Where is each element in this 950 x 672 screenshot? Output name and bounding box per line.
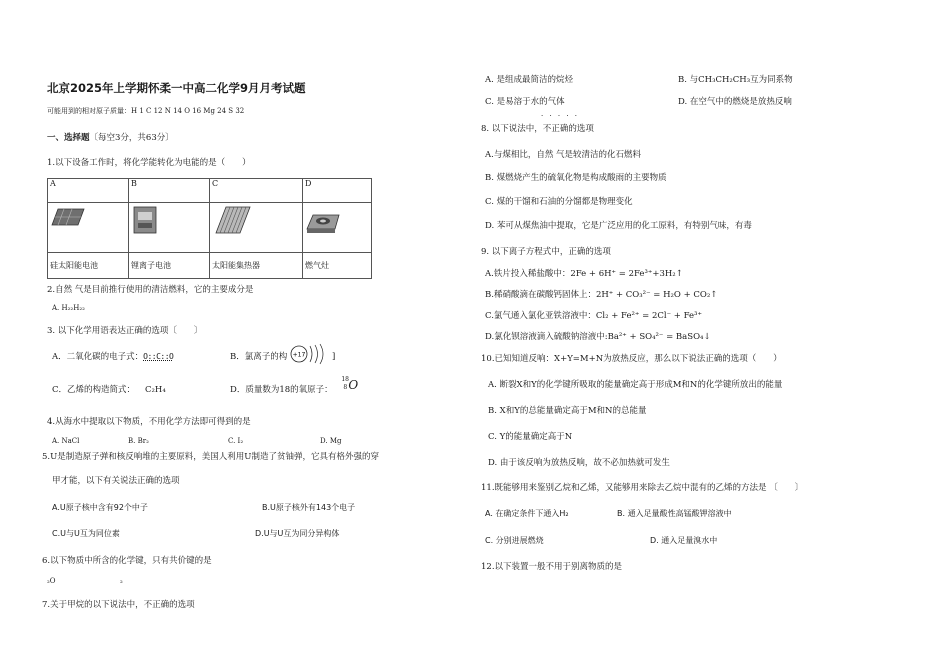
q8-option-a: A.与煤相比，自然 气是较清洁的化石燃料 (485, 150, 642, 160)
q10-stem: 10.已知知道反响：X+Y=M+N为放热反应，那么以下说法正确的选项（ ） (481, 354, 782, 364)
q3-option-d (230, 376, 359, 396)
q6-fragment-2: ₂ (120, 577, 123, 585)
q6-fragment-1: ₂O (47, 577, 56, 585)
q8-option-c: C. 煤的干馏和石油的分馏都是物理变化 (485, 197, 633, 207)
oxygen-atomic-number: 8 (343, 384, 348, 391)
q7-option-c: C. 是易溶于水的气体 (485, 97, 565, 107)
q7-option-b: B. 与CH₃CH₂CH₃互为同系物 (678, 75, 793, 85)
q7-stem: 7.关于甲烷的以下说法中，不正确的选项 (42, 600, 195, 610)
q1-stem: 1.以下设备工作时，将化学能转化为电能的是（ ） (47, 158, 251, 168)
q6-stem: 6.以下物质中所含的化学键，只有共价键的是 (42, 556, 212, 566)
solar-panel-icon (50, 205, 86, 227)
q9-option-b: B.稀硝酸滴在碳酸钙固体上：2H⁺ + CO₃²⁻ = H₂O + CO₂↑ (485, 290, 718, 300)
q1-label-d: 燃气灶 (303, 253, 372, 279)
q2-option-a: A. H₂₂H₂₂ (52, 304, 85, 312)
section-heading (47, 131, 174, 143)
q8-emphasis-dots: · · · · · (541, 112, 580, 120)
q12-stem: 12.以下装置一般不用于别离物质的是 (481, 562, 623, 572)
q10-option-c: C. Y的能量确定高于N (488, 432, 573, 442)
page-title: 北京2025年上学期怀柔一中高二化学9月月考试题 (47, 81, 306, 95)
oxygen-symbol: O (348, 378, 359, 392)
q3-stem: 3. 以下化学用语表达正确的选项〔 〕 (47, 326, 203, 336)
q1-image-d (303, 203, 372, 253)
q1-image-c (210, 203, 303, 253)
chloride-ion-structure-icon (290, 342, 332, 366)
q4-option-c: C. I₂ (228, 437, 244, 445)
q9-option-c: C.氯气通入氯化亚铁溶液中：Cl₂ + Fe²⁺ = 2Cl⁻ + Fe³⁺ (485, 311, 702, 321)
q9-option-a: A.铁片投入稀盐酸中：2Fe + 6H⁺ = 2Fe³⁺+3H₂↑ (485, 269, 683, 279)
q1-col-a-letter: A (48, 179, 129, 203)
q10-option-d: D. 由于该反响为放热反响，故不必加热就可发生 (488, 458, 670, 468)
battery-icon (131, 205, 161, 235)
q1-col-b-letter: B (129, 179, 210, 203)
q3-option-b-nucleus: +17 (292, 351, 306, 359)
q10-option-b: B. X和Y的总能量确定高于M和N的总能量 (488, 406, 647, 416)
q5-stem-line2: 甲才能，以下有关说法正确的选项 (52, 476, 180, 486)
q3-option-a-text: A．二氧化碳的电子式： (52, 352, 144, 362)
atomic-masses: 可能用到的相对原子质量：H 1 C 12 N 14 O 16 Mg 24 S 32 (47, 107, 245, 115)
section-note: 〔每空3分，共63分〕 (89, 133, 174, 143)
q9-stem: 9. 以下离子方程式中，正确的选项 (481, 247, 611, 257)
q4-option-a: A. NaCl (52, 437, 80, 445)
q1-image-b (129, 203, 210, 253)
q5-option-b: B.U原子核外有143个电子 (262, 503, 356, 512)
q5-option-d: D.U与U互为同分异构体 (255, 529, 340, 538)
q4-option-b: B. Br₂ (128, 437, 149, 445)
q9-option-d: D.氯化钡溶液滴入硫酸钠溶液中:Ba²⁺ + SO₄²⁻ = BaSO₄↓ (485, 332, 711, 342)
q1-table (47, 178, 372, 279)
q11-option-a: A. 在确定条件下通入H₂ (485, 509, 569, 518)
q5-option-c: C.U与U互为同位素 (52, 529, 120, 538)
q3-option-b (230, 342, 335, 366)
q7-option-a: A. 是组成最简洁的烷烃 (485, 75, 574, 85)
q11-option-b: B. 通入足量酸性高锰酸钾溶液中 (617, 509, 732, 518)
q8-stem: 8. 以下说法中，不正确的选项 (481, 124, 594, 134)
q1-col-d-letter: D (303, 179, 372, 203)
q5-option-a: A.U原子核中含有92个中子 (52, 503, 148, 512)
q3-option-b-end: ] (331, 352, 336, 362)
q1-col-c-letter: C (210, 179, 303, 203)
q8-option-d: D. 苯可从煤焦油中提取，它是广泛应用的化工原料，有特别气味，有毒 (485, 221, 752, 231)
q3-option-c (52, 383, 166, 395)
q1-label-c: 太阳能集热器 (210, 253, 303, 279)
q3-option-c-formula: C₂H₄ (145, 385, 166, 395)
q1-image-a (48, 203, 129, 253)
q10-option-a: A. 断裂X和Y的化学键所吸取的能量确定高于形成M和N的化学键所放出的能量 (488, 380, 783, 390)
q11-stem: 11.既能够用来鉴别乙烷和乙烯，又能够用来除去乙烷中混有的乙烯的方法是 〔 〕 (481, 483, 804, 493)
q3-option-c-text: C．乙烯的构造简式： (52, 385, 136, 395)
q3-option-a-formula: O::C::O (143, 352, 174, 361)
q2-stem: 2.自然 气是目前推行使用的清洁燃料，它的主要成分是 (47, 285, 254, 295)
oxygen-isotope (335, 376, 359, 396)
q11-option-d: D. 通入足量溴水中 (650, 536, 718, 545)
gas-stove-icon (305, 205, 341, 235)
q3-option-b-text: B．氯离子的构 (230, 352, 288, 362)
solar-collector-icon (212, 205, 252, 237)
q4-stem: 4.从海水中提取以下物质，不用化学方法即可得到的是 (47, 417, 251, 427)
q11-option-c: C. 分别进展燃烧 (485, 536, 544, 545)
section-title: 一、选择题 (47, 133, 90, 143)
q3-option-a (52, 350, 173, 362)
oxygen-mass-number: 18 (341, 376, 349, 383)
q5-stem: 5.U是制造原子弹和核反响堆的主要原料，美国人利用U制造了贫铀弹，它具有格外强的穿 (42, 452, 379, 462)
q3-option-d-text: D．质量数为18的氧原子： (230, 385, 333, 395)
q7-option-d: D. 在空气中的燃烧是放热反响 (678, 97, 792, 107)
q4-option-d: D. Mg (320, 437, 342, 445)
q8-option-b: B. 煤燃烧产生的硫氧化物是构成酸雨的主要物质 (485, 173, 667, 183)
q1-label-a: 硅太阳能电池 (48, 253, 129, 279)
q1-label-b: 锂离子电池 (129, 253, 210, 279)
